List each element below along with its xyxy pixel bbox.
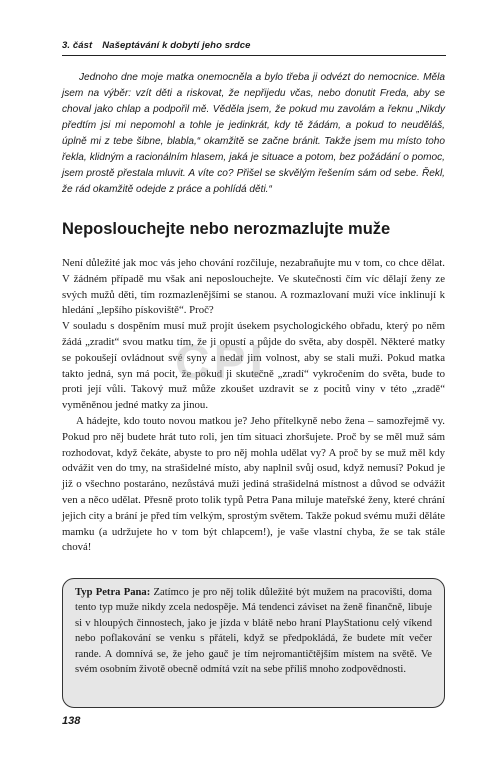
section-heading: Neposlouchejte nebo nerozmazlujte muže — [62, 220, 391, 238]
running-header — [62, 40, 442, 51]
body-text — [62, 256, 445, 556]
chapter-title: Našeptávání k dobytí jeho srdce — [102, 40, 251, 51]
callout-lead: Typ Petra Pana: — [75, 587, 151, 598]
paragraph: V souladu s dospěním musí muž projít úsekem psychologického obřadu, který po něm žádá „zradit“ svou matku tím, že ji opustí a půjde do světa, aby dospěl. Některé matky se pokoušejí ovládnout své syny a nedat jim volnost, aby se stali muži. Pokud matka takto jedná, syn má pocit, že pokud ji skutečně „zradí“ vykročením do světa, bude to proti její vůli. Takový muž může zkoušet uzdravit se z pocitů viny v této „zradě“ vyměněnou jedné matky za jinou. — [62, 320, 445, 412]
intro-quote: Jednoho dne moje matka onemocněla a bylo třeba ji odvézt do nemocnice. Měla jsem na výběr: vzít děti a riskovat, že nepřijedu včas, nebo donutit Freda, aby se choval jako chlap a podpořil mě. Věděla jsem, že pokud mu zavolám a řeknu „Nikdy předtím jsi mi nepomohl a tohle je jedinkrát, kdy tě žádám, a pokud to neuděláš, úplně mi z tebe šibne, blabla,“ okamžitě se začne bránit. Takže jsem mu místo toho řekla, klidným a racionálním hlasem, jaká je situace a potom, bez požádání o pomoc, jsem prostě přestala mluvit. A víte co? Přišel se skvělým řešením sám od sebe. Řekl, že rád okamžitě odejde z práce a pohlídá děti.“ — [62, 72, 445, 195]
watermark: CPI — [175, 336, 268, 389]
header-rule — [62, 55, 446, 56]
callout-text: Zatímco je pro něj tolik důležité být mužem na pracovišti, doma tento typ muže nikdy zcela nedospěje. Má tendenci záviset na ženě finančně, libuje si v hloupých činnostech, jako je jízda v blátě nebo hraní PlayStationu celý víkend nebo poflakování se venku s přáteli, když se předpokládá, že budete mít večer rande. A domnívá se, že jeho gauč je tím nejromantičtějším místem na světě. Ve svém osobním životě obecně odmítá vzít na sebe příliš mnoho zodpovědnosti. — [75, 587, 433, 676]
page-number: 138 — [62, 715, 81, 727]
callout-box — [62, 578, 445, 708]
part-label: 3. část — [62, 40, 93, 51]
paragraph: Není důležité jak moc vás jeho chování rozčiluje, nezabraňujte mu v tom, co chce dělat. V žádném případě mu však ani neposlouchejte. Ve skutečnosti čím víc dělají ženy ze svých mužů děti, tím rozmazlenějšími se stanou. A rozmazlovaní muži více inklinují k hledání „lepšího pískoviště“. Proč? — [62, 257, 445, 317]
paragraph: A hádejte, kdo touto novou matkou je? Jeho přítelkyně nebo žena – samozřejmě vy. Pokud pro něj budete hrát tuto roli, jen tím situaci zhoršujete. Proč by se měl muž sám rozhodovat, když čekáte, abyste to pro něj mohla udělat vy? A proč by se muž měl kdy odvážit ven do tmy, na strašidelné místo, aby naplnil svůj osud, když nemusí? Pokud je již o všechno postaráno, nezůstává muži jediná strašidelná místnost a důvod se odvážit ven a něco udělat. Přesně proto tolik typů Petra Pana miluje mateřské ženy, které chrání jejich city a brání je před tím velkým, sprostým světem. Takže pokud svému muži děláte mamku (a udržujete ho v tom být chlapcem!), je vaše vlastní chyba, že se tak stále chová! — [62, 414, 445, 554]
